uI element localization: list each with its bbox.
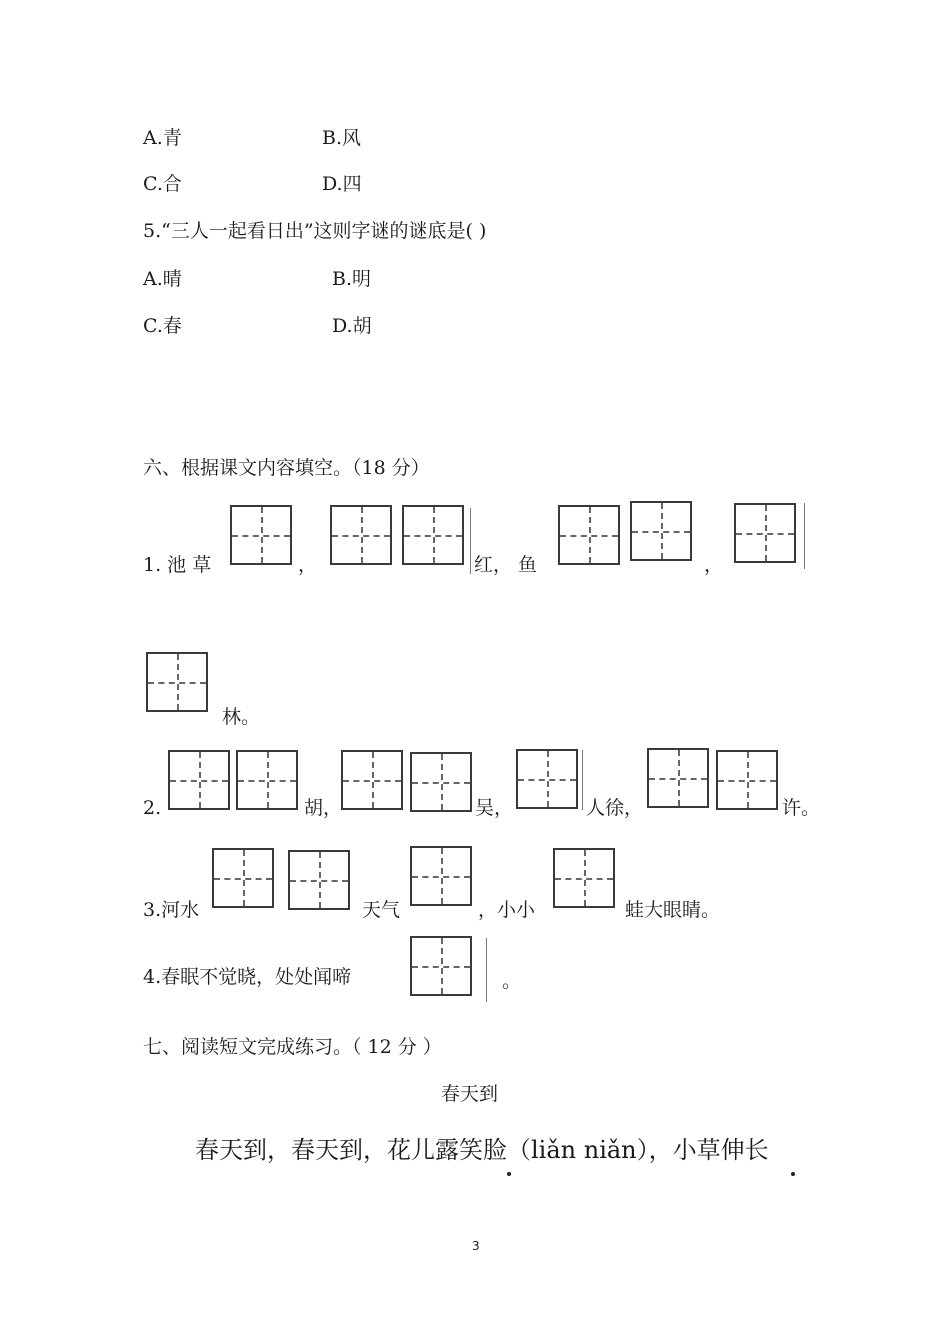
fill-item-2-prefix: 2. — [143, 797, 162, 819]
writing-box[interactable] — [410, 752, 472, 812]
fill-item-3-xiaoxiao: ，小小 — [478, 899, 536, 921]
emphasis-dot — [791, 1172, 795, 1176]
q5-option-b: B.明 — [332, 268, 372, 290]
fill-item-1-mid: 红， 鱼 — [474, 554, 538, 576]
fill-item-1-comma2: ， — [704, 554, 724, 576]
q5-option-a: A.晴 — [143, 268, 182, 290]
divider — [486, 938, 487, 1002]
divider — [804, 503, 805, 569]
fill-item-3-end: 蛙大眼睛。 — [625, 899, 721, 921]
fill-item-2-xu: 许。 — [782, 797, 821, 819]
fill-item-4-end: 。 — [502, 970, 522, 992]
q5-option-c: C.春 — [143, 315, 182, 337]
fill-item-4-prefix: 4.春眠不觉晓，处处闻啼 — [143, 966, 352, 988]
option-a: A.青 — [143, 127, 182, 149]
writing-box[interactable] — [734, 503, 796, 563]
fill-item-1-prefix: 1. 池 草 — [143, 554, 212, 576]
writing-box[interactable] — [341, 750, 403, 810]
fill-item-1-end: 林。 — [222, 706, 261, 728]
page-number: 3 — [472, 1239, 480, 1253]
fill-item-2-renxu: 人徐， — [586, 797, 644, 819]
section-7-heading: 七、阅读短文完成练习。（ 12 分 ） — [143, 1036, 442, 1058]
option-b: B.风 — [322, 127, 362, 149]
writing-box[interactable] — [647, 748, 709, 808]
writing-box[interactable] — [402, 505, 464, 565]
fill-item-3-prefix: 3.河水 — [143, 899, 200, 921]
question-5: 5.“三人一起看日出”这则字谜的谜底是( ) — [143, 220, 487, 242]
fill-item-1-comma: ， — [298, 554, 318, 576]
writing-box[interactable] — [410, 846, 472, 906]
fill-item-3-tianqi: 天气 — [362, 899, 401, 921]
writing-box[interactable] — [330, 505, 392, 565]
writing-box[interactable] — [716, 750, 778, 810]
writing-box[interactable] — [553, 848, 615, 908]
divider — [582, 750, 583, 810]
fill-item-2-wu: 吴， — [475, 797, 514, 819]
writing-box[interactable] — [288, 850, 350, 910]
option-c: C.合 — [143, 173, 182, 195]
fill-item-2-hu: 胡， — [304, 797, 343, 819]
passage-title: 春天到 — [441, 1083, 499, 1105]
section-6-heading: 六、根据课文内容填空。（18 分） — [143, 457, 430, 479]
writing-box[interactable] — [516, 749, 578, 809]
writing-box[interactable] — [630, 501, 692, 561]
writing-box[interactable] — [236, 750, 298, 810]
writing-box[interactable] — [230, 505, 292, 565]
writing-box[interactable] — [168, 750, 230, 810]
writing-box[interactable] — [410, 936, 472, 996]
writing-box[interactable] — [146, 652, 208, 712]
writing-box[interactable] — [212, 848, 274, 908]
writing-box[interactable] — [558, 505, 620, 565]
option-d: D.四 — [322, 173, 362, 195]
divider — [470, 508, 471, 574]
passage-line-1: 春天到，春天到，花儿露笑脸（liǎn niǎn），小草伸长 — [195, 1136, 769, 1164]
emphasis-dot — [507, 1172, 511, 1176]
q5-option-d: D.胡 — [332, 315, 372, 337]
